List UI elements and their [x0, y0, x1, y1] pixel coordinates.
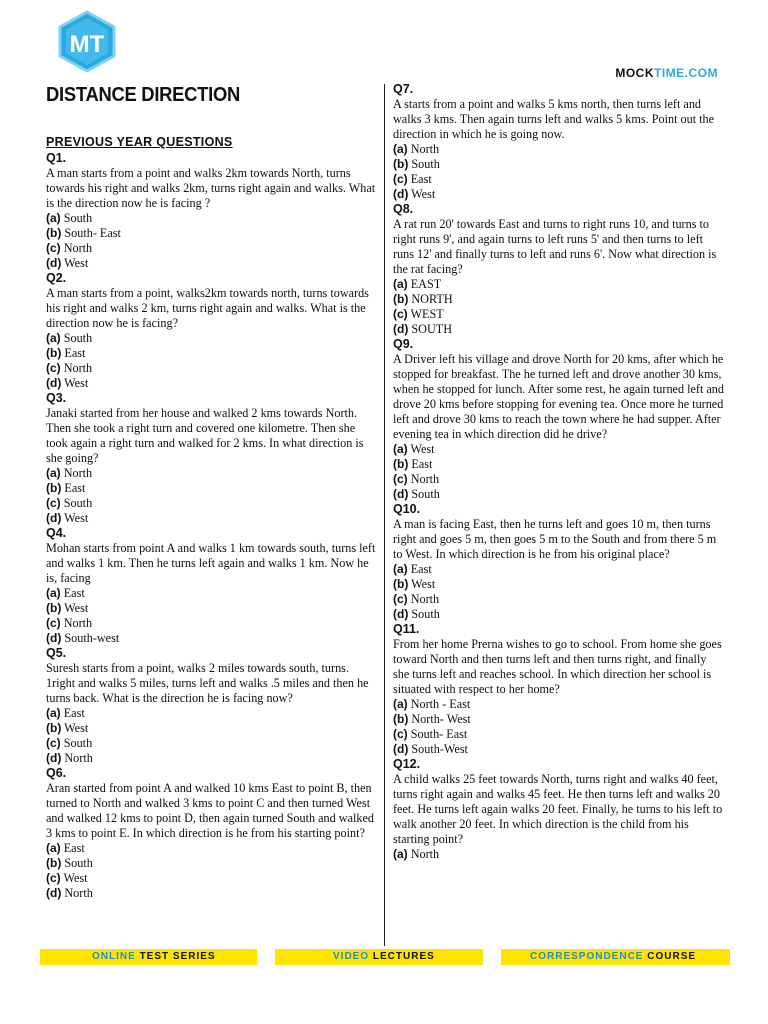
column-divider	[384, 84, 385, 946]
answer-option	[46, 706, 376, 721]
footer-label-first: VIDEO	[333, 951, 370, 962]
answer-option	[393, 562, 725, 577]
question-number: Q4.	[46, 526, 67, 540]
footer-gap	[483, 949, 501, 965]
question-text: Janaki started from her house and walked 2 kms towards North. Then she took a right turn and covered one kilometre. Then she took again a right turn and walked for 2 kms. In what direction is she going?	[46, 406, 364, 465]
option-value: North	[410, 592, 440, 606]
option-value: North	[63, 616, 93, 630]
option-value: North	[63, 466, 93, 480]
question-block	[46, 271, 376, 391]
option-value: South	[63, 736, 93, 750]
question-block	[393, 202, 725, 337]
option-value: South	[63, 496, 93, 510]
option-value: West	[64, 511, 89, 525]
brand-part1: MOCK	[615, 66, 654, 80]
option-label: (d)	[46, 751, 62, 765]
answer-option	[46, 721, 376, 736]
question-block	[393, 82, 725, 202]
footer-label-second: LECTURES	[372, 951, 435, 962]
option-value: SOUTH	[411, 322, 453, 336]
answer-option	[46, 346, 376, 361]
option-label: (b)	[46, 346, 62, 360]
option-value: East	[411, 457, 433, 471]
option-label: (a)	[393, 562, 408, 576]
option-label: (b)	[393, 577, 409, 591]
question-text: A child walks 25 feet towards North, turns right and walks 40 feet, turns right again and walks 45 feet. He then turns left and walks 20 feet. He turns left again walks 20 feet. Finally, he turns to his left to walk another 20 feet. In which direction is the child from his starting point?	[393, 772, 723, 846]
question-text: Mohan starts from point A and walks 1 km towards south, turns left and walks 1 km. Then he turns left again and walks 1 km. Now he is, facing	[46, 541, 376, 585]
option-label: (a)	[46, 466, 61, 480]
option-value: WEST	[410, 307, 444, 321]
option-label: (b)	[393, 712, 409, 726]
option-value: South	[64, 856, 93, 870]
option-value: East	[64, 481, 86, 495]
option-value: North	[63, 361, 93, 375]
answer-option	[46, 601, 376, 616]
question-number: Q7.	[393, 82, 414, 96]
answer-option	[393, 172, 725, 187]
question-text: From her home Prerna wishes to go to school. From home she goes toward North and then turns left and then turns right, and finally she turns left and reaches school. In which direction her school is situated with respect to her home?	[393, 637, 722, 696]
question-block	[46, 526, 376, 646]
answer-option	[46, 256, 376, 271]
question-number: Q8.	[393, 202, 414, 216]
option-label: (b)	[46, 856, 62, 870]
footer-label-second: COURSE	[647, 951, 697, 962]
option-value: South	[411, 157, 440, 171]
option-label: (b)	[46, 721, 62, 735]
answer-option	[393, 847, 725, 862]
answer-option	[393, 307, 725, 322]
option-label: (a)	[393, 697, 408, 711]
option-label: (a)	[393, 847, 408, 861]
option-value: North	[410, 472, 440, 486]
option-value: East	[64, 346, 86, 360]
option-label: (b)	[393, 292, 409, 306]
question-block	[393, 622, 725, 757]
answer-option	[46, 211, 376, 226]
option-value: North	[64, 886, 93, 900]
option-label: (c)	[393, 727, 408, 741]
answer-option	[393, 577, 725, 592]
answer-option	[393, 592, 725, 607]
option-value: North- West	[411, 712, 471, 726]
option-value: North - East	[410, 697, 471, 711]
left-column	[46, 135, 376, 901]
option-value: West	[410, 442, 435, 456]
question-block	[46, 151, 376, 271]
option-label: (a)	[46, 331, 61, 345]
page-title: DISTANCE DIRECTION	[46, 84, 241, 106]
question-number: Q11.	[393, 622, 420, 636]
option-label: (b)	[46, 601, 62, 615]
answer-option	[46, 856, 376, 871]
option-value: East	[63, 706, 85, 720]
footer-label-first: ONLINE	[92, 951, 136, 962]
option-value: West	[63, 871, 88, 885]
option-value: EAST	[410, 277, 442, 291]
footer-video-lectures[interactable]	[333, 949, 435, 965]
option-value: South	[411, 487, 440, 501]
option-label: (a)	[393, 142, 408, 156]
brand-name[interactable]	[615, 66, 718, 80]
hexagon-logo-icon	[57, 10, 117, 72]
footer-bar	[40, 949, 730, 965]
answer-option	[46, 361, 376, 376]
answer-option	[46, 886, 376, 901]
option-value: NORTH	[411, 292, 453, 306]
right-column	[393, 82, 725, 862]
option-value: West	[411, 577, 436, 591]
option-label: (a)	[393, 277, 408, 291]
option-label: (d)	[393, 187, 409, 201]
answer-option	[393, 712, 725, 727]
option-value: South- East	[64, 226, 121, 240]
option-label: (a)	[393, 442, 408, 456]
option-label: (c)	[46, 361, 61, 375]
question-text: Aran started from point A and walked 10 kms East to point B, then turned to North and walked 3 kms to point C and then turned West and walked 12 kms to point D, then again turned South and walked 3 kms to point E. In which direction is he from his starting point?	[46, 781, 374, 840]
question-block	[393, 502, 725, 622]
option-value: South-West	[411, 742, 468, 756]
option-value: North	[64, 751, 93, 765]
option-label: (c)	[46, 496, 61, 510]
option-label: (c)	[393, 472, 408, 486]
brand-part2: TIME.COM	[654, 66, 718, 80]
answer-option	[46, 241, 376, 256]
question-text: A Driver left his village and drove North for 20 kms, after which he stopped for breakfast. The he turned left and drove another 30 kms, when he stopped for lunch. After some rest, he again turned left and drove 20 kms before stopping for evening tea. Once more he turned left and drove 30 kms to reach the town where he had supper. After evening tea in which direction did he drive?	[393, 352, 724, 441]
answer-option	[393, 322, 725, 337]
question-text: A rat run 20' towards East and turns to right runs 10, and turns to right runs 9', and again turns to left runs 5' and then turns to left runs 12' and finally turns to left and runs 6'. Now what direction is the rat facing?	[393, 217, 717, 276]
option-label: (c)	[46, 241, 61, 255]
answer-option	[393, 157, 725, 172]
answer-option	[46, 616, 376, 631]
question-text: A starts from a point and walks 5 kms north, then turns left and walks 3 kms. Then again turns left and walks 5 kms. Point out the direction in which he is going now.	[393, 97, 715, 141]
answer-option	[46, 871, 376, 886]
section-heading: PREVIOUS YEAR QUESTIONS	[46, 135, 233, 149]
option-value: West	[64, 721, 89, 735]
option-label: (c)	[393, 172, 408, 186]
option-label: (c)	[46, 736, 61, 750]
question-number: Q9.	[393, 337, 414, 351]
question-block	[393, 337, 725, 502]
question-text: A man starts from a point and walks 2km towards North, turns towards his right and walks 2km, turns right again and walks. What is the direction now he is facing ?	[46, 166, 376, 210]
option-label: (c)	[46, 616, 61, 630]
option-label: (c)	[46, 871, 61, 885]
footer-gap	[257, 949, 275, 965]
option-value: West	[411, 187, 436, 201]
option-label: (b)	[46, 481, 62, 495]
option-value: West	[64, 376, 89, 390]
option-label: (d)	[46, 886, 62, 900]
answer-option	[46, 496, 376, 511]
answer-option	[46, 481, 376, 496]
option-value: South- East	[410, 727, 468, 741]
question-number: Q12.	[393, 757, 421, 771]
question-number: Q3.	[46, 391, 67, 405]
logo-text: MT	[69, 31, 105, 58]
question-block	[46, 391, 376, 526]
answer-option	[393, 442, 725, 457]
option-value: East	[410, 562, 432, 576]
answer-option	[46, 631, 376, 646]
question-number: Q6.	[46, 766, 67, 780]
option-label: (d)	[393, 487, 409, 501]
question-number: Q2.	[46, 271, 67, 285]
footer-online-test-series[interactable]	[92, 949, 216, 965]
question-list-left	[46, 151, 376, 901]
option-label: (d)	[393, 742, 409, 756]
answer-option	[46, 466, 376, 481]
question-text: Suresh starts from a point, walks 2 miles towards south, turns. 1right and walks 5 miles, turns left and walks .5 miles and then he turns back. What is the direction he is facing now?	[46, 661, 369, 705]
option-label: (a)	[46, 586, 61, 600]
option-label: (b)	[46, 226, 62, 240]
answer-option	[46, 751, 376, 766]
question-block	[393, 757, 725, 862]
option-label: (d)	[46, 256, 62, 270]
option-label: (d)	[393, 607, 409, 621]
answer-option	[393, 277, 725, 292]
option-label: (d)	[46, 376, 62, 390]
footer-label-first: CORRESPONDENCE	[530, 951, 644, 962]
option-value: West	[64, 601, 89, 615]
option-label: (a)	[46, 706, 61, 720]
option-value: South	[63, 331, 93, 345]
option-value: South	[63, 211, 93, 225]
option-value: North	[410, 142, 440, 156]
answer-option	[393, 742, 725, 757]
mocktime-logo	[57, 10, 117, 72]
option-label: (d)	[46, 511, 62, 525]
option-value: West	[64, 256, 89, 270]
answer-option	[393, 487, 725, 502]
question-number: Q5.	[46, 646, 67, 660]
option-label: (d)	[393, 322, 409, 336]
answer-option	[46, 376, 376, 391]
option-value: North	[63, 241, 93, 255]
option-label: (b)	[393, 157, 409, 171]
answer-option	[393, 607, 725, 622]
option-label: (d)	[46, 631, 62, 645]
answer-option	[46, 511, 376, 526]
option-label: (a)	[46, 211, 61, 225]
answer-option	[393, 292, 725, 307]
footer-label-second: TEST SERIES	[139, 951, 216, 962]
answer-option	[46, 841, 376, 856]
option-value: South	[411, 607, 440, 621]
option-label: (c)	[393, 592, 408, 606]
question-number: Q1.	[46, 151, 67, 165]
option-label: (c)	[393, 307, 408, 321]
answer-option	[393, 187, 725, 202]
option-value: East	[410, 172, 432, 186]
question-number: Q10.	[393, 502, 421, 516]
question-block	[46, 646, 376, 766]
question-list-right	[393, 82, 725, 862]
option-value: North	[410, 847, 440, 861]
answer-option	[46, 736, 376, 751]
option-value: East	[63, 586, 85, 600]
answer-option	[393, 472, 725, 487]
answer-option	[393, 697, 725, 712]
answer-option	[393, 727, 725, 742]
option-value: South-west	[64, 631, 120, 645]
answer-option	[46, 586, 376, 601]
option-label: (b)	[393, 457, 409, 471]
answer-option	[46, 331, 376, 346]
question-block	[46, 766, 376, 901]
answer-option	[393, 142, 725, 157]
answer-option	[46, 226, 376, 241]
question-text: A man is facing East, then he turns left and goes 10 m, then turns right and goes 5 m, then goes 5 m to the South and from there 5 m to West. In which direction is he from his original place?	[393, 517, 717, 561]
footer-correspondence-course[interactable]	[530, 949, 696, 965]
answer-option	[393, 457, 725, 472]
option-label: (a)	[46, 841, 61, 855]
question-text: A man starts from a point, walks2km towards north, turns towards his right and walks 2 km, turns right again and walks. What is the direction now he is facing?	[46, 286, 369, 330]
option-value: East	[63, 841, 85, 855]
